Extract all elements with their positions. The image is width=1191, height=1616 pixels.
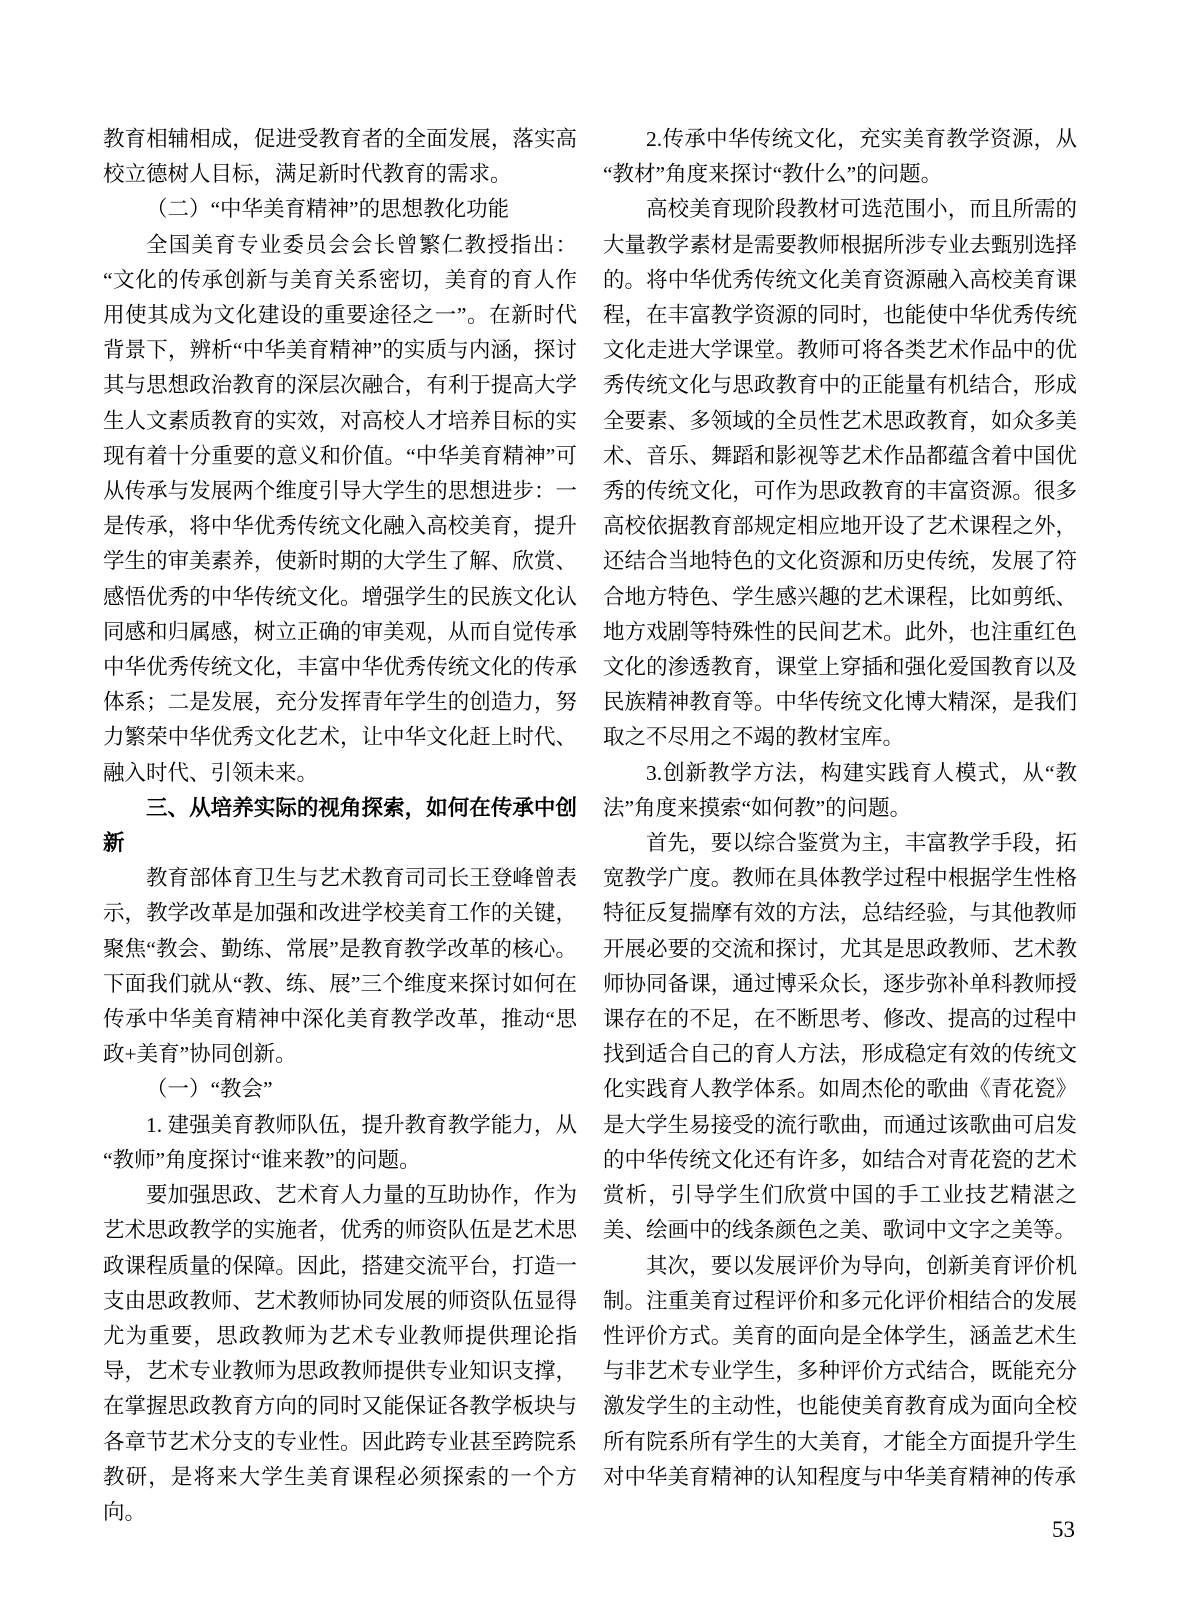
- body-paragraph: 教育部体育卫生与艺术教育司司长王登峰曾表示，教学改革是加强和改进学校美育工作的关键，聚焦“教会、勤练、常展”是教育教学改革的核心。下面我们就从“教、练、展”三个维度来探讨如何在传承中华美育精神中深化美育教学改革，推动“思政+美育”协同创新。: [103, 866, 577, 1067]
- left-column: [103, 122, 577, 1530]
- subsection-heading-1: （一）“教会”: [146, 1077, 273, 1102]
- body-paragraph: 高校美育现阶段教材可选范围小，而且所需的大量教学素材是需要教师根据所涉专业去甄别选择的。将中华优秀传统文化美育资源融入高校美育课程，在丰富教学资源的同时，也能使中华优秀传统文化走进大学课堂。教师可将各类艺术作品中的优秀传统文化与思政教育中的正能量有机结合，形成全要素、多领域的全员性艺术思政教育，如众多美术、音乐、舞蹈和影视等艺术作品都蕴含着中国优秀的传统文化，可作为思政教育的丰富资源。很多高校依据教育部规定相应地开设了艺术课程之外，还结合当地特色的文化资源和历史传统，发展了符合地方特色、学生感兴趣的艺术课程，比如剪纸、地方戏剧等特殊性的民间艺术。此外，也注重红色文化的渗透教育，课堂上穿插和强化爱国教育以及民族精神教育等。中华传统文化博大精深，是我们取之不尽用之不竭的教材宝库。: [603, 197, 1077, 750]
- right-column: [603, 122, 1077, 1530]
- numbered-point-2: 2.传承中华传统文化，充实美育教学资源，从“教材”角度来探讨“教什么”的问题。: [603, 127, 1077, 187]
- page-body: [103, 122, 1077, 1530]
- page-number: 53: [1052, 1517, 1075, 1542]
- body-paragraph: 其次，要以发展评价为导向，创新美育评价机制。注重美育过程评价和多元化评价相结合的发展性评价方式。美育的面向是全体学生，涵盖艺术生与非艺术专业学生，多种评价方式结合，既能充分激发学生的主动性，也能使美育教育成为面向全校所有院系所有学生的大美育，才能全方面提升学生对中华美育精神的认知程度与中华美育精神的传承: [603, 1253, 1077, 1489]
- two-column-layout: [103, 122, 1077, 1530]
- body-paragraph-continuation: 教育相辅相成，促进受教育者的全面发展，落实高校立德树人目标，满足新时代教育的需求。: [103, 127, 577, 187]
- body-paragraph: 要加强思政、艺术育人力量的互助协作，作为艺术思政教学的实施者，优秀的师资队伍是艺术思政课程质量的保障。因此，搭建交流平台，打造一支由思政教师、艺术教师协同发展的师资队伍显得尤为重要，思政教师为艺术专业教师提供理论指导，艺术专业教师为思政教师提供专业知识支撑，在掌握思政教育方向的同时又能保证各教学板块与各章节艺术分支的专业性。因此跨专业甚至跨院系教研，是将来大学生美育课程必须探索的一个方向。: [103, 1183, 577, 1524]
- body-paragraph: 首先，要以综合鉴赏为主，丰富教学手段，拓宽教学广度。教师在具体教学过程中根据学生性格特征反复揣摩有效的方法，总结经验，与其他教师开展必要的交流和探讨，尤其是思政教师、艺术教师协同备课，通过博采众长，逐步弥补单科教师授课存在的不足，在不断思考、修改、提高的过程中找到适合自己的育人方法，形成稳定有效的传统文化实践育人教学体系。如周杰伦的歌曲《青花瓷》是大学生易接受的流行歌曲，而通过该歌曲可启发的中华传统文化还有许多，如结合对青花瓷的艺术赏析，引导学生们欣赏中国的手工业技艺精湛之美、绘画中的线条颜色之美、歌词中文字之美等。: [603, 831, 1077, 1243]
- subsection-heading-2: （二）“中华美育精神”的思想教化功能: [146, 197, 510, 222]
- body-paragraph: 全国美育专业委员会会长曾繁仁教授指出：“文化的传承创新与美育关系密切，美育的育人作用使其成为文化建设的重要途径之一”。在新时代背景下，辨析“中华美育精神”的实质与内涵，探讨其与思想政治教育的深层次融合，有利于提高大学生人文素质教育的实效，对高校人才培养目标的实现有着十分重要的意义和价值。“中华美育精神”可从传承与发展两个维度引导大学生的思想进步：一是传承，将中华优秀传统文化融入高校美育，提升学生的审美素养，使新时期的大学生了解、欣赏、感悟优秀的中华传统文化。增强学生的民族文化认同感和归属感，树立正确的审美观，从而自觉传承中华优秀传统文化，丰富中华优秀传统文化的传承体系；二是发展，充分发挥青年学生的创造力，努力繁荣中华优秀文化艺术，让中华文化赶上时代、融入时代、引领未来。: [103, 232, 577, 785]
- numbered-point-3: 3.创新教学方法，构建实践育人模式，从“教法”角度来摸索“如何教”的问题。: [603, 760, 1077, 820]
- numbered-point-1: 1. 建强美育教师队伍，提升教育教学能力，从“教师”角度探讨“谁来教”的问题。: [103, 1112, 577, 1172]
- section-heading-3: 三、从培养实际的视角探索，如何在传承中创新: [103, 795, 577, 856]
